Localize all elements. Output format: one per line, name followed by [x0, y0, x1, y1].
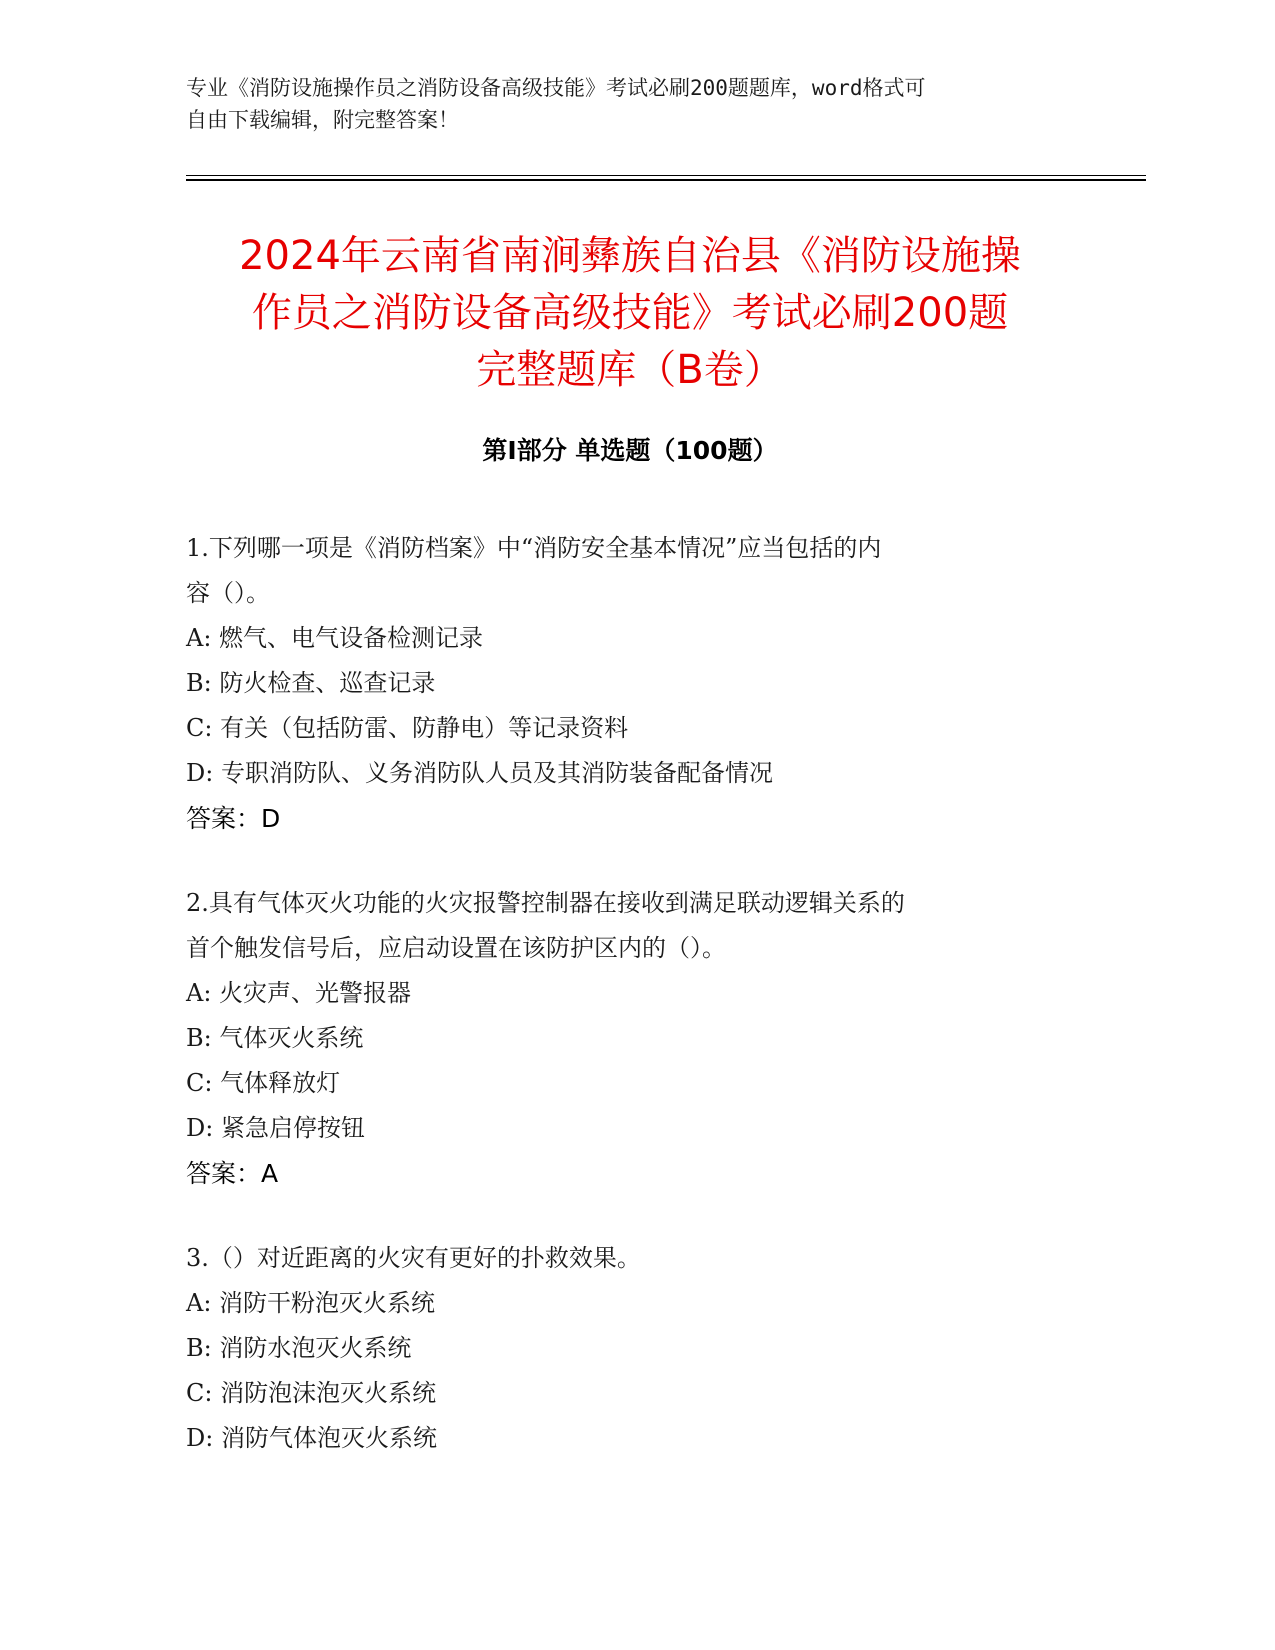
header-note-line-1: 专业《消防设施操作员之消防设备高级技能》考试必刷200题题库，word格式可 — [186, 76, 926, 100]
option-c: C: 消防泡沫泡灭火系统 — [186, 1379, 437, 1407]
option-a: A: 火灾声、光警报器 — [186, 979, 412, 1007]
option-b: B: 气体灭火系统 — [186, 1024, 364, 1052]
option-a: A: 消防干粉泡灭火系统 — [186, 1289, 436, 1317]
question-stem: 1.下列哪一项是《消防档案》中“消防安全基本情况”应当包括的内 — [186, 534, 882, 562]
answer: 答案：A — [186, 1159, 279, 1188]
question-3 — [186, 1236, 1086, 1461]
header-divider-thick — [186, 179, 1146, 181]
document-title-line-3: 完整题库（B卷） — [476, 347, 784, 393]
document-title — [180, 228, 1080, 399]
question-stem: 首个触发信号后，应启动设置在该防护区内的（）。 — [186, 934, 726, 962]
option-d: D: 紧急启停按钮 — [186, 1114, 365, 1142]
header-divider-thin — [186, 175, 1146, 176]
answer: 答案：D — [186, 804, 281, 833]
section-title: 第Ⅰ部分 单选题（100题） — [482, 436, 778, 465]
option-d: D: 专职消防队、义务消防队人员及其消防装备配备情况 — [186, 759, 773, 787]
question-stem: 2.具有气体灭火功能的火灾报警控制器在接收到满足联动逻辑关系的 — [186, 889, 905, 917]
option-c: C: 气体释放灯 — [186, 1069, 341, 1097]
question-stem: 容（）。 — [186, 579, 270, 607]
question-stem: 3.（）对近距离的火灾有更好的扑救效果。 — [186, 1244, 641, 1272]
question-list — [186, 526, 1086, 1501]
header-note — [186, 72, 1086, 136]
document-title-line-2: 作员之消防设备高级技能》考试必刷200题 — [251, 290, 1009, 336]
option-d: D: 消防气体泡灭火系统 — [186, 1424, 437, 1452]
header-note-line-2: 自由下载编辑，附完整答案！ — [186, 108, 459, 132]
option-a: A: 燃气、电气设备检测记录 — [186, 624, 484, 652]
document-title-line-1: 2024年云南省南涧彝族自治县《消防设施操 — [239, 233, 1021, 279]
option-b: B: 防火检查、巡查记录 — [186, 669, 436, 697]
question-1 — [186, 526, 1086, 841]
option-c: C: 有关（包括防雷、防静电）等记录资料 — [186, 714, 629, 742]
question-2 — [186, 881, 1086, 1196]
option-b: B: 消防水泡灭火系统 — [186, 1334, 412, 1362]
